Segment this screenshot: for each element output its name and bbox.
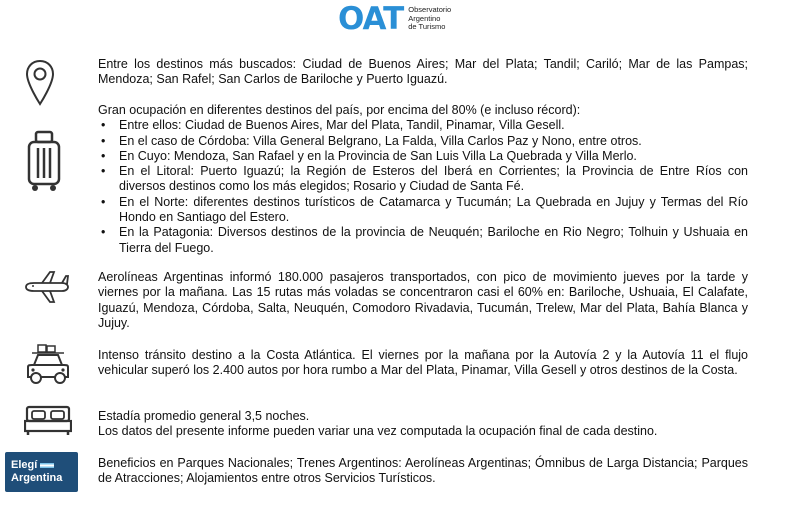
logo-mark: OAT: [338, 1, 404, 37]
logo-sub-line-1: Observatorio: [408, 5, 452, 15]
badge-line-1: [11, 459, 78, 472]
ocupacion-list: [98, 118, 748, 256]
car-with-luggage-icon: [24, 343, 72, 387]
estadia-line-1: Estadía promedio general 3,5 noches.: [98, 409, 310, 423]
airplane-icon: [22, 270, 70, 304]
destinos-text: Entre los destinos más buscados: Ciudad de Buenos Aires; Mar del Plata; Tandil; Cariló; Mar de las Pampas; Mendoza; San Rafel; San Carlos de Bariloche y Puerto Iguazú.: [98, 57, 748, 87]
list-item: • En Cuyo: Mendoza, San Rafael y en la Provincia de San Luis Villa La Quebrada y Villa Merlo.: [98, 149, 748, 164]
badge-line-1-text: Elegí: [11, 459, 38, 471]
badge-line-2: Argentina: [11, 472, 63, 484]
section-transito: [98, 348, 748, 379]
ocupacion-intro: Gran ocupación en diferentes destinos del país, por encima del 80% (e incluso récord):: [98, 103, 581, 117]
logo-subtitle: [408, 6, 451, 32]
location-pin-icon: [24, 58, 56, 108]
aerolineas-text: Aerolíneas Argentinas informó 180.000 pasajeros transportados, con pico de movimiento jueves por la tarde y viernes por la mañana. Las 15 rutas más voladas se concentraron casi el 60% en: Bariloche, Ushuaia, El Calafate, Iguazú, Mendoza, Córdoba, Salta, Neuquén, Comodoro Rivadavia, Tucumán, Trelew, Mar del Plata, Bahía Blanca y Jujuy.: [98, 270, 748, 330]
oat-logo: [338, 1, 452, 37]
section-aerolineas: [98, 270, 748, 331]
section-beneficios: [98, 456, 748, 487]
transito-text: Intenso tránsito destino a la Costa Atlántica. El viernes por la mañana por la Autovía 2 y la Autovía 11 el flujo vehicular superó los 2.400 autos por hora rumbo a Mar del Plata, Pinamar, Villa Gesell y otros destinos de la Costa.: [98, 348, 748, 378]
list-item: • Entre ellos: Ciudad de Buenos Aires, Mar del Plata, Tandil, Pinamar, Villa Gesell.: [98, 118, 748, 133]
section-destinos: [98, 57, 748, 88]
argentina-flag-icon: [40, 463, 54, 468]
section-estadia: [98, 409, 748, 440]
list-item: • En la Patagonia: Diversos destinos de la provincia de Neuquén; Bariloche en Rio Negro; Tolhuin y Ushuaia en Tierra del Fuego.: [98, 225, 748, 256]
luggage-icon: [26, 130, 62, 192]
bed-icon: [24, 405, 72, 437]
list-item: • En el Litoral: Puerto Iguazú; la Región de Esteros del Iberá en Corrientes; la Provincia de Entre Ríos con diversos destinos como los más elegidos; Rosario y Ciudad de Santa Fé.: [98, 164, 748, 195]
elegi-argentina-badge: [5, 452, 78, 492]
beneficios-text: Beneficios en Parques Nacionales; Trenes Argentinos: Aerolíneas Argentinas; Ómnibus de Larga Distancia; Parques de Atracciones; Alojamientos entre otros Servicios Turísticos.: [98, 456, 748, 486]
list-item: • En el Norte: diferentes destinos turísticos de Catamarca y Tucumán; La Quebrada en Jujuy y Termas del Río Hondo en Santiago del Estero.: [98, 195, 748, 226]
logo-sub-line-3: de Turismo: [408, 22, 446, 32]
list-item: • En el caso de Córdoba: Villa General Belgrano, La Falda, Villa Carlos Paz y Nono, entre otros.: [98, 134, 748, 149]
logo-sub-line-2: Argentino: [408, 13, 441, 23]
estadia-line-2: Los datos del presente informe pueden variar una vez computada la ocupación final de cada destino.: [98, 424, 658, 439]
section-ocupacion: [98, 103, 748, 256]
